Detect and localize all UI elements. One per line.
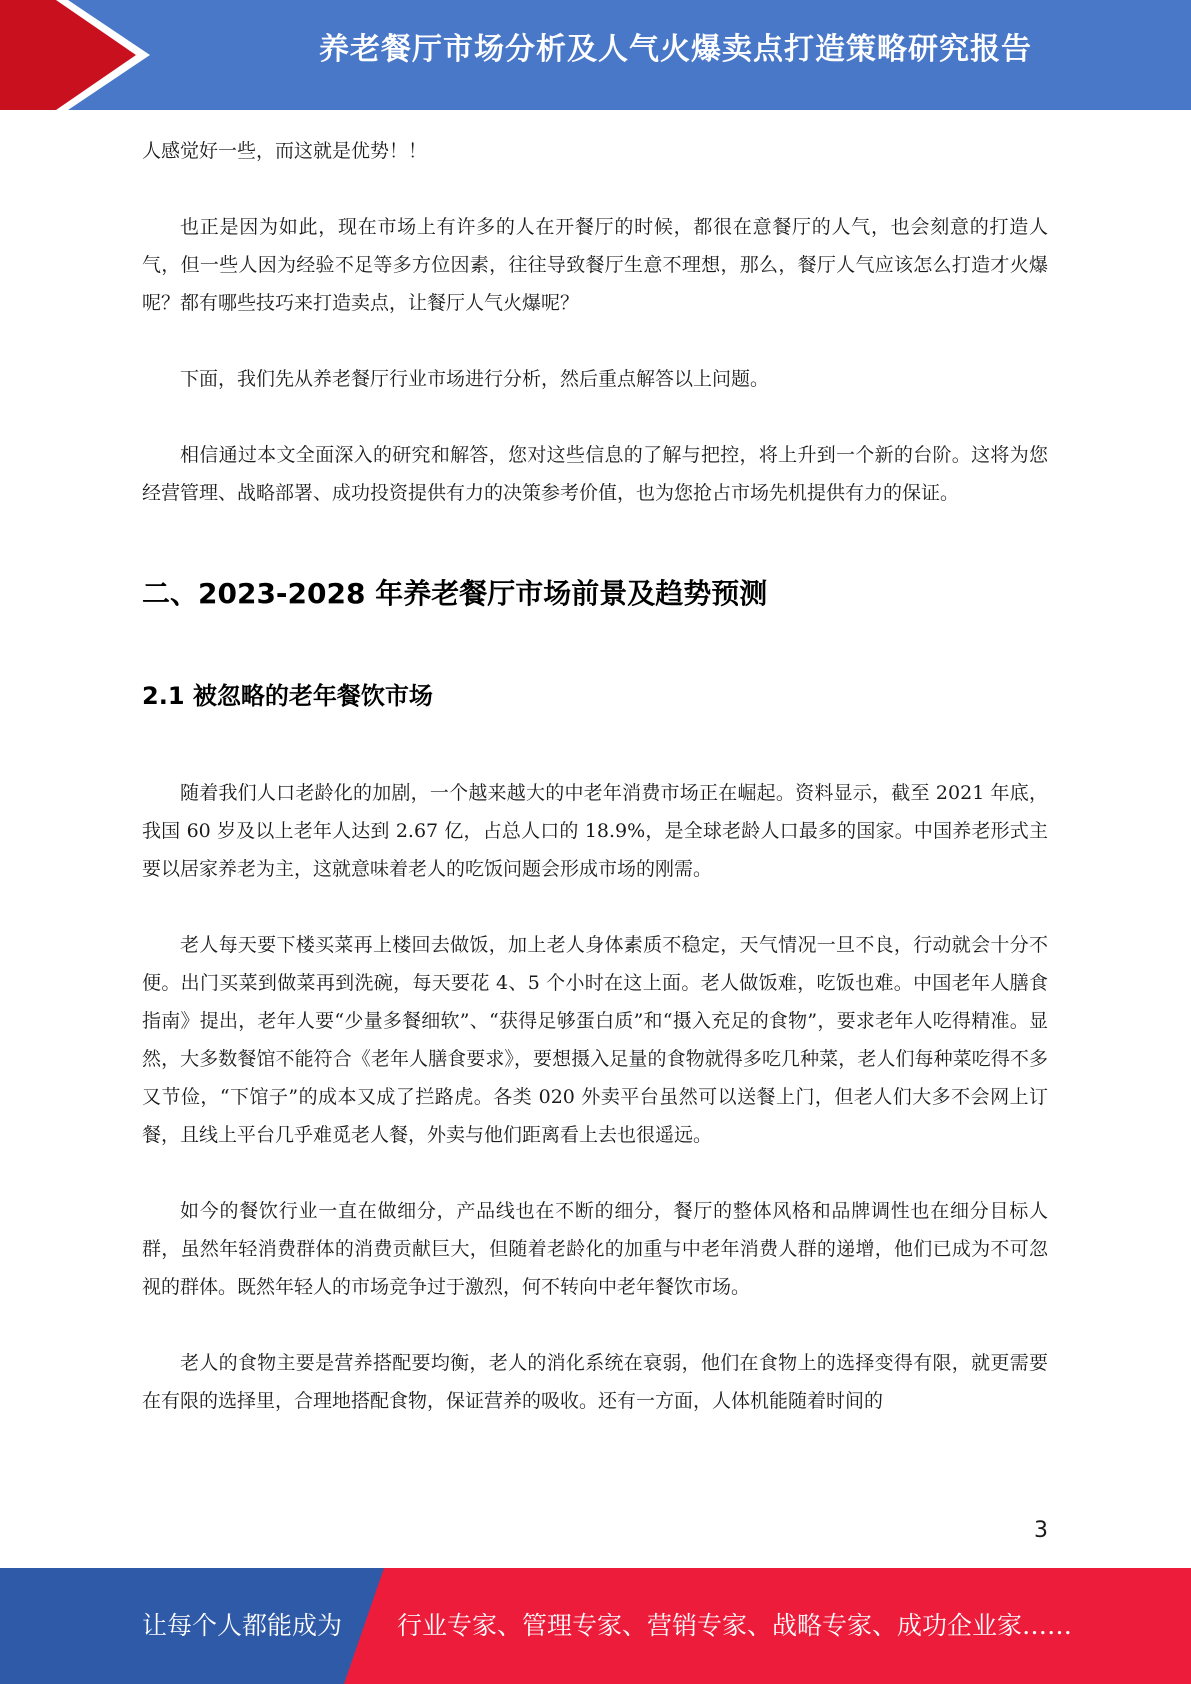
paragraph: 也正是因为如此，现在市场上有许多的人在开餐厅的时候，都很在意餐厅的人气，也会刻意的打造人气，但一些人因为经验不足等多方位因素，往往导致餐厅生意不理想，那么，餐厅人气应该怎么打造才火爆呢？都有哪些技巧来打造卖点，让餐厅人气火爆呢？ <box>142 216 1048 314</box>
page-number: 3 <box>1034 1518 1048 1543</box>
section-heading: 二、2023-2028 年养老餐厅市场前景及趋势预测 <box>142 577 768 610</box>
paragraph: 相信通过本文全面深入的研究和解答，您对这些信息的了解与把控，将上升到一个新的台阶。这将为您经营管理、战略部署、成功投资提供有力的决策参考价值，也为您抢占市场先机提供有力的保证。 <box>142 444 1048 504</box>
paragraph: 随着我们人口老龄化的加剧，一个越来越大的中老年消费市场正在崛起。资料显示，截至 2021 年底，我国 60 岁及以上老年人达到 2.67 亿，占总人口的 18.9%，是全球老龄人口最多的国家。中国养老形式主要以居家养老为主，这就意味着老人的吃饭问题会形成市场的刚需。 <box>142 782 1048 880</box>
page-header <box>0 0 1191 110</box>
footer-slogan-left: 让每个人都能成为 <box>142 1611 343 1640</box>
paragraph: 下面，我们先从养老餐厅行业市场进行分析，然后重点解答以上问题。 <box>180 368 770 390</box>
paragraph: 如今的餐饮行业一直在做细分，产品线也在不断的细分，餐厅的整体风格和品牌调性也在细分目标人群，虽然年轻消费群体的消费贡献巨大，但随着老龄化的加重与中老年消费人群的递增，他们已成为不可忽视的群体。既然年轻人的市场竞争过于激烈，何不转向中老年餐饮市场。 <box>142 1200 1048 1298</box>
paragraph-continuation: 人感觉好一些，而这就是优势！！ <box>142 140 428 162</box>
header-arrow-decoration <box>0 0 160 110</box>
header-title: 养老餐厅市场分析及人气火爆卖点打造策略研究报告 <box>319 32 1032 67</box>
paragraph: 老人的食物主要是营养搭配要均衡，老人的消化系统在衰弱，他们在食物上的选择变得有限，就更需要在有限的选择里，合理地搭配食物，保证营养的吸收。还有一方面，人体机能随着时间的 <box>142 1352 1048 1412</box>
subsection-heading: 2.1 被忽略的老年餐饮市场 <box>142 682 433 710</box>
paragraph: 老人每天要下楼买菜再上楼回去做饭，加上老人身体素质不稳定，天气情况一旦不良，行动就会十分不便。出门买菜到做菜再到洗碗，每天要花 4、5 个小时在这上面。老人做饭难，吃饭也难。中国老年人膳食指南》提出，老年人要“少量多餐细软”、“获得足够蛋白质”和“摄入充足的食物”，要求老年人吃得精准。显然，大多数餐馆不能符合《老年人膳食要求》，要想摄入足量的食物就得多吃几种菜，老人们每种菜吃得不多又节俭，“下馆子”的成本又成了拦路虎。各类 020 外卖平台虽然可以送餐上门，但老人们大多不会网上订餐，且线上平台几乎难觅老人餐，外卖与他们距离看上去也很遥远。 <box>142 934 1048 1146</box>
footer-slogan-right: 行业专家、管理专家、营销专家、战略专家、成功企业家…… <box>397 1611 1073 1640</box>
page-footer <box>0 1568 1191 1684</box>
document-body <box>142 132 1048 1420</box>
